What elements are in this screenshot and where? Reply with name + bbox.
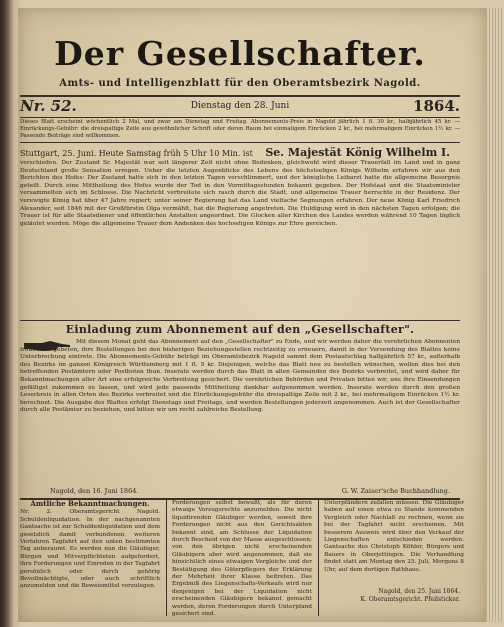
issue-year: 1864. [413,97,460,115]
issue-number: Nr. 52. [20,97,77,115]
column-right-text: Unterpfändern zufallen müssen. Die Gläubiger haben auf einen etwa zu Stande kommenden Vergleich oder Nachlaß zu rechnen, wenn sie bei der Tagfahrt nicht erscheinen. Mit besserem Ausweis wird über den Verkauf der Liegenschaften entschieden werden. Gantsache des Christoph Köhler, Bürgers und Bauers in Oberjettingen. Die Verhandlung findet statt am Montag den 25. Juli, Morgens 8 Uhr, auf dem dortigen Rathhaus. [324,500,464,573]
header-rule-top [20,95,460,97]
column-middle-text: Forderungen selbst bewußt, als für deren etwaige Vorzugsrechte anzumelden. Die nicht liquidirenden Gläubiger werden, soweit ihre Forderungen nicht aus den Gerichtsakten bekannt sind, am Schlusse der Liquidation durch Bescheid von der Masse ausgeschlossen; von den übrigen nicht erscheinenden Gläubigern aber wird angenommen, daß sie hinsichtlich eines etwaigen Vergleichs und der Bestätigung des Güterpflegers der Erklärung der Mehrheit ihrer Klasse beitreten. Das Ergebniß des Liegenschafts-Verkaufs wird nur denjenigen bei der Liquidation nicht erscheinenden Gläubigern bekannt gemacht werden, deren Forderungen durch Unterpfand gesichert sind. [172,500,312,618]
issue-date: Dienstag den 28. Juni [190,101,290,111]
column-divider-1 [166,500,167,616]
column-left-text: Nr. 2. Oberamtsgericht Nagold. Schuldenliquidation. In der nachgenannten Gantsache ist zur Schuldenliquidation und dem gesetzlich damit verbundenen weiteren Verfahren Tagfahrt auf den unten bestimmten Tag anberaumt. Es werden nun die Gläubiger, Bürgen und Mitverpflichteten aufgefordert, ihre Forderungen und Einreden in der Tagfahrt persönlich oder durch gehörig Bevollmächtigte, oder auch schriftlich anzumelden und die Beweismittel vorzulegen. [20,509,160,590]
abonnement-rule [20,320,460,321]
abonnement-headline: Einladung zum Abonnement auf den „Gesellschafter". [65,323,415,336]
signature-row [20,487,460,497]
column-right [324,500,464,584]
page-edges [486,8,504,622]
signature-date: Nagold, den 16. Juni 1864. [50,487,139,495]
column-left-title: Amtliche Bekanntmachungen. [30,499,150,508]
column-right-sign-date: Nagold, den 25. Juni 1864. [378,588,460,595]
dateline [20,146,460,159]
announcements-columns [20,499,464,618]
column-divider-2 [318,500,319,616]
abonnement-text: Mit diesem Monat geht das Abonnement auf den „Gesellschafter" zu Ende, und wir werden daher die verehrlichen Abonnenten freundlich gebeten, ihre Bestellungen bei den bisherigen Beziehungsstellen rechtzeitig zu erneuern, damit in der Versendung des Blattes keine Unterbrechung eintrete. Die Abonnements-Gebühr beträgt im Oberamtsbezirk Nagold sammt dem Postaufschlag halbjährlich 57 kr., außerhalb des Bezirks im ganzen Königreich Württemberg mit 1 fl. 5 kr. Diejenigen, welche das Blatt neu zu bestellen wünschen, wollen dies bei den betreffenden Postämtern oder Postboten thun. Inserate werden durch das Blatt in allen Gemeinden des Bezirks verbreitet, und wird daher für Bekanntmachungen aller Art eine erfolgreiche Verbreitung gesichert. Die verehrlichen Behörden und Privaten bitten wir, uns ihre Einsendungen gefälligst zukommen zu lassen, und wird jede passende Mittheilung dankbar aufgenommen werden. Inserate werden durch den großen Leserkreis in allen Orten des Bezirks verbreitet und die Einrückungsgebühr die dreispaltige Zeile mit 2 kr., bei mehrmaligem Einrücken 1½ kr. berechnet. Die Ausgabe des Blattes erfolgt Dienstags und Freitags, und werden Bestellungen jederzeit angenommen. Auch ist der Gesellschafter durch alle Postämter zu beziehen, und bitten wir um recht zahlreiche Bestellung. [20,339,460,414]
masthead-title: Der Gesellschafter. [54,34,426,73]
header-rule-bottom [20,117,460,118]
column-left [20,500,160,616]
dateline-headline: Se. Majestät König Wilhelm I. [265,146,451,159]
masthead-subtitle: Amts- und Intelligenzblatt für den Oberamtsbezirk Nagold. [59,78,421,89]
article-death-of-king: verschieden. Der Zustand Sr. Majestät war seit längerer Zeit nicht ohne Bedenken, gleichwohl wird dieser Trauerfall im Land und in ganz Deutschland große Sensation erregen. Ueber die letzten Augenblicke des Lebens des höchstseligen Königs Wilhelm erfahren wir aus den Berichten des Hofes: Der Zustand hatte sich in den letzten Tagen verschlimmert, und der königliche Leibarzt hatte die allgemeine Besorgnis geteilt. Durch eine Mittheilung des Hofes wurde der Tod in den Vormittagsstunden bekannt gegeben. Der Hofstaat und die Staatsminister versammelten sich im Schlosse. Die Nachricht verbreitete sich rasch durch die Stadt, und allgemeine Trauer herrschte in der Residenz. Der verewigte König hat über 47 Jahre regiert; unter seiner Regierung hat das Land vielfache Segnungen erfahren. Der neue König Karl Friedrich Alexander, seit 1846 mit der Großfürstin Olga vermählt, hat die Regierung angetreten. Die Huldigung wird in den nächsten Tagen erfolgen; die Trauer ist für alle Staatsdiener und öffentlichen Anstalten angeordnet. Die Glocken aller Kirchen des Landes werden während 10 Tagen täglich geläutet werden. Möge die allgemeine Trauer dem Andenken des hochseligen Königs zur Ehre gereichen. [20,160,460,227]
signature-publisher: G. W. Zaiser'sche Buchhandlung. [341,487,450,495]
column-right-sign-court: K. Oberamtsgericht. Pfeilsticker. [360,595,460,603]
column-middle [172,500,312,616]
dateline-place: Stuttgart, 25. Juni. Heute Samstag früh 5 Uhr 10 Min. ist [20,149,253,158]
subscription-notice: Dieses Blatt erscheint wöchentlich 2 Mal, und zwar am Dienstag und Freitag. Abonnements-Preis in Nagold jährlich 1 fl. 30 kr., halbjährlich 45 kr. — Einrückungs-Gebühr: die dreispaltige Zeile aus gewöhnlicher Schrift oder deren Raum bei einmaligem Einrücken 2 kr., bei mehrmaligem Einrücken 1½ kr. — Passende Beiträge sind willkommen. [20,119,460,139]
notice-rule [20,142,460,143]
column-right-signature [324,588,460,603]
issue-row [20,99,460,117]
